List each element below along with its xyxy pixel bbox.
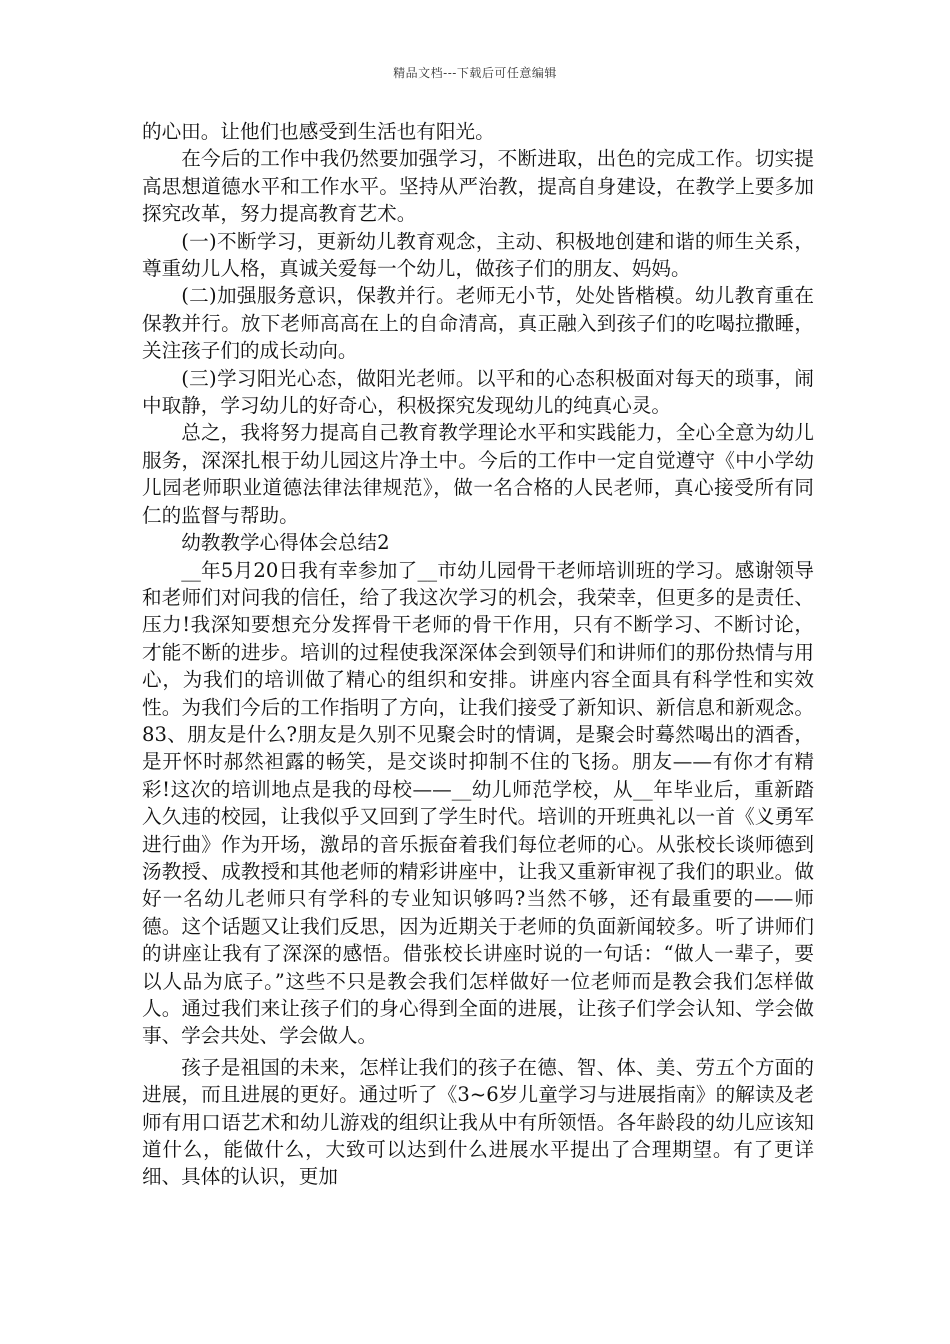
document-body [142, 118, 814, 1191]
page-header: 精品文档---下载后可任意编辑 [393, 66, 557, 80]
paragraph: __年5月20日我有幸参加了__市幼儿园骨干老师培训班的学习。感谢领导和老师们对问我的信任，给了我这次学习的机会，我荣幸，但更多的是责任、压力!我深知要想充分发挥骨干老师的骨干作用，只有不断学习、不断讨论，才能不断的进步。培训的过程使我深深体会到领导们和讲师们的那份热情与用心，为我们的培训做了精心的组织和安排。讲座内容全面具有科学性和实效性。为我们今后的工作指明了方向，让我们接受了新知识、新信息和新观念。83、朋友是什么?朋友是久别不见聚会时的情调，是聚会时蓦然喝出的酒香，是开怀时郝然袒露的畅笑，是交谈时抑制不住的飞扬。朋友——有你才有精彩!这次的培训地点是我的母校——__幼儿师范学校，从__年毕业后，重新踏入久违的校园，让我似乎又回到了学生时代。培训的开班典礼以一首《义勇军进行曲》作为开场，激昂的音乐振奋着我们每位老师的心。从张校长谈师德到汤教授、成教授和其他老师的精彩讲座中，让我又重新审视了我们的职业。做好一名幼儿老师只有学科的专业知识够吗?当然不够，还有最重要的——师德。这个话题又让我们反思，因为近期关于老师的负面新闻较多。听了讲师们的讲座让我有了深深的感悟。借张校长讲座时说的一句话：“做人一辈子，要以人品为底子。”这些不只是教会我们怎样做好一位老师而是教会我们怎样做人。通过我们来让孩子们的身心得到全面的进展，让孩子们学会认知、学会做事、学会共处、学会做人。 [142, 558, 814, 1048]
paragraph: (三)学习阳光心态，做阳光老师。以平和的心态积极面对每天的琐事，闹中取静，学习幼儿的好奇心，积极探究发现幼儿的纯真心灵。 [142, 366, 814, 418]
paragraph: 总之，我将努力提高自己教育教学理论水平和实践能力，全心全意为幼儿服务，深深扎根于幼儿园这片净土中。今后的工作中一定自觉遵守《中小学幼儿园老师职业道德法律法律规范》，做一名合格的人民老师，真心接受所有同仁的监督与帮助。 [142, 421, 814, 527]
paragraph: (二)加强服务意识，保教并行。老师无小节，处处皆楷模。幼儿教育重在保教并行。放下老师高高在上的自命清高，真正融入到孩子们的吃喝拉撒睡，关注孩子们的成长动向。 [142, 284, 814, 363]
paragraph: (一)不断学习，更新幼儿教育观念，主动、积极地创建和谐的师生关系，尊重幼儿人格，真诚关爱每一个幼儿，做孩子们的朋友、妈妈。 [142, 229, 814, 281]
paragraph: 孩子是祖国的未来，怎样让我们的孩子在德、智、体、美、劳五个方面的进展，而且进展的更好。通过听了《3~6岁儿童学习与进展指南》的解读及老师有用口语艺术和幼儿游戏的组织让我从中有所领悟。各年龄段的幼儿应该知道什么，能做什么，大致可以达到什么进展水平提出了合理期望。有了更详细、具体的认识，更加 [142, 1055, 814, 1189]
paragraph: 的心田。让他们也感受到生活也有阳光。 [142, 120, 495, 143]
paragraph: 在今后的工作中我仍然要加强学习，不断进取，出色的完成工作。切实提高思想道德水平和工作水平。坚持从严治教，提高自身建设，在教学上要多加探究改革，努力提高教育艺术。 [142, 147, 814, 226]
section-heading: 幼教教学心得体会总结2 [181, 531, 390, 555]
